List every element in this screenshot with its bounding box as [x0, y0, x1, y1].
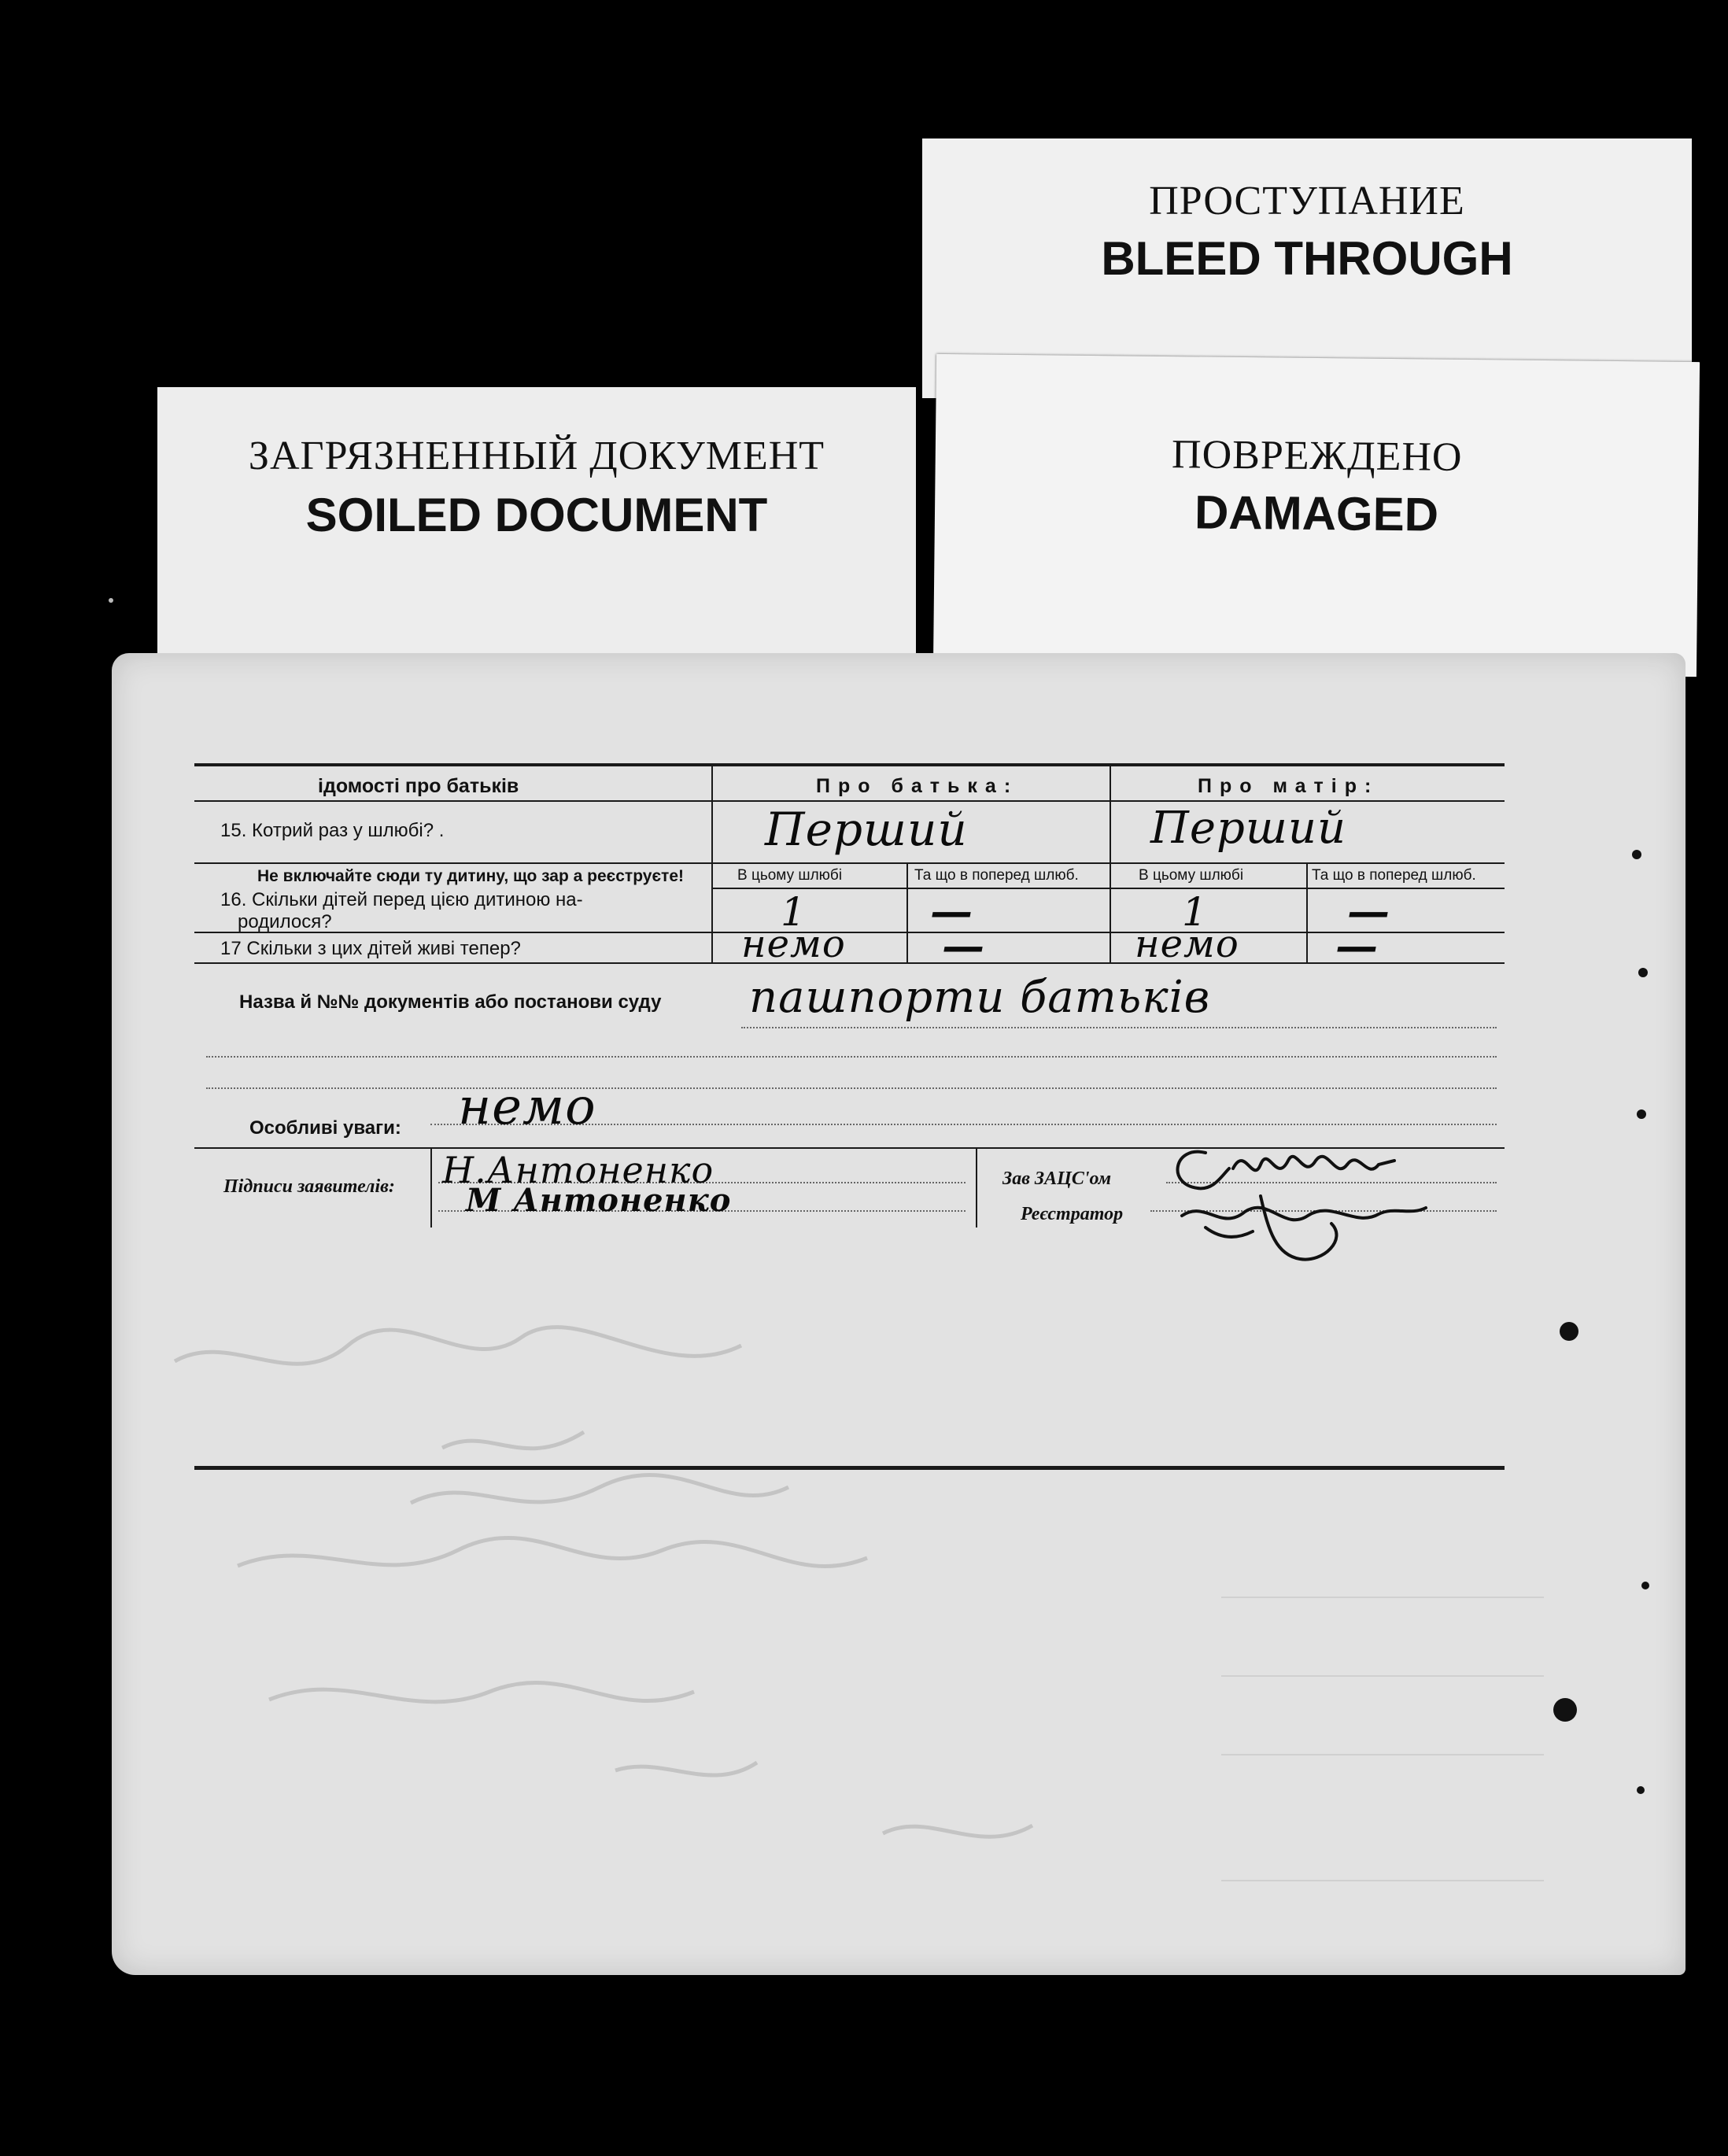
mother-children-this: 1: [1182, 889, 1208, 935]
children-note: Не включайте сюди ту дитину, що зар а реєструєте!: [257, 867, 685, 885]
question-15: 15. Котрий раз у шлюбі? .: [220, 820, 445, 841]
damage-mark: [1632, 850, 1641, 859]
table-col-divider: [1110, 763, 1111, 963]
signature-divider: [976, 1149, 977, 1228]
card-en-title: DAMAGED: [1194, 485, 1439, 541]
damaged-card: [933, 354, 1700, 677]
mother-header: Про матір:: [1198, 775, 1379, 797]
zags-head-label: Зав ЗАЦС'ом: [1002, 1168, 1112, 1189]
card-ru-title: ЗАГРЯЗНЕННЫЙ ДОКУМЕНТ: [248, 434, 825, 478]
table-row-rule: [194, 862, 1505, 864]
form-bottom-rule: [194, 1466, 1505, 1470]
notes-label: Особливі уваги:: [249, 1117, 401, 1139]
card-en-title: SOILED DOCUMENT: [305, 489, 768, 541]
card-ru-title: ПОВРЕЖДЕНО: [1171, 432, 1463, 480]
father-children-prev: —: [930, 886, 973, 936]
card-ru-title: ПРОСТУПАНИЕ: [1149, 179, 1465, 223]
damage-mark: [1637, 1109, 1646, 1119]
father-alive-this: немо: [741, 922, 846, 966]
punch-hole: [1553, 1698, 1577, 1722]
registrar-label: Реєстратор: [1021, 1204, 1124, 1224]
father-alive-prev: —: [942, 921, 985, 971]
father-header: Про батька:: [816, 775, 1019, 797]
question-16-line1: 16. Скільки дітей перед цією дитиною на-: [220, 889, 583, 910]
signature-2: М Антоненко: [466, 1182, 732, 1219]
table-row-rule: [194, 932, 1505, 933]
dotted-line: [206, 1087, 1497, 1089]
documents-handwritten: пашпорти батьків: [749, 972, 1211, 1023]
card-en-title: BLEED THROUGH: [1101, 232, 1513, 285]
damage-mark: [1638, 968, 1648, 977]
table-top-rule: [194, 763, 1505, 766]
official-signatures: [1158, 1121, 1528, 1279]
question-17: 17 Скільки з цих дітей живі тепер?: [220, 938, 521, 959]
mother-alive-prev: —: [1335, 921, 1379, 971]
table-col-divider: [906, 862, 908, 963]
signature-1: Н.Антоненко: [442, 1149, 714, 1191]
mother-prev-marriage-col: Та що в поперед шлюб.: [1312, 867, 1476, 884]
table-row-rule: [194, 962, 1505, 964]
documents-label: Назва й №№ документів або постанови суду: [239, 991, 662, 1013]
mother-children-prev: —: [1347, 886, 1390, 936]
father-children-this: 1: [781, 889, 807, 935]
mother-this-marriage-col: В цьому шлюбі: [1139, 867, 1244, 884]
table-header-rule: [194, 800, 1505, 802]
speck: [109, 598, 113, 603]
father-marriage-handwritten: Перший: [765, 803, 968, 856]
parents-info-header: ідомості про батьків: [318, 775, 519, 797]
dotted-line: [741, 1027, 1497, 1028]
table-col-divider: [711, 763, 713, 963]
father-this-marriage-col: В цьому шлюбі: [737, 867, 843, 884]
mother-marriage-handwritten: Перший: [1150, 803, 1347, 854]
dotted-line: [206, 1056, 1497, 1058]
signatures-label: Підписи заявителів:: [223, 1176, 395, 1197]
damage-mark: [1637, 1786, 1645, 1794]
punch-hole: [1560, 1322, 1578, 1341]
notes-handwritten: немо: [458, 1078, 596, 1136]
signature-divider: [430, 1149, 432, 1228]
question-16-line2: родилося?: [238, 911, 332, 932]
damage-mark: [1641, 1582, 1649, 1589]
father-prev-marriage-col: Та що в поперед шлюб.: [914, 867, 1079, 884]
table-col-divider: [1306, 862, 1308, 963]
registration-form-page: [112, 653, 1686, 1975]
mother-alive-this: немо: [1135, 922, 1239, 966]
soiled-document-card: [157, 387, 916, 663]
